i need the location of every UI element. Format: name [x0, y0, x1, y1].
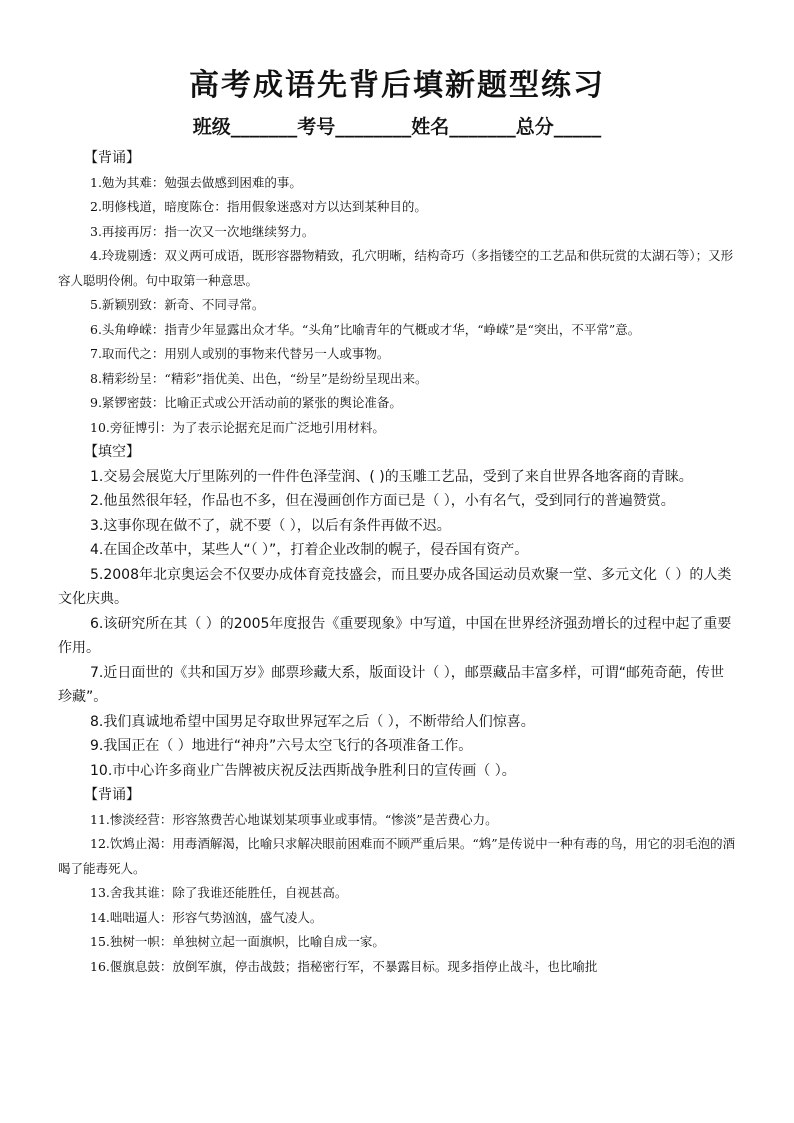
fill-question: 3.这事你现在做不了，就不要（ ），以后有条件再做不迟。 [90, 517, 451, 534]
idiom-item: 15.独树一帜：单独树立起一面旗帜，比喻自成一家。 [90, 934, 385, 949]
recite-section-2 [58, 783, 736, 979]
fill-question: 6.该研究所在其（ ）的2005年度报告《重要现象》中写道，中国在世界经济强劲增长的过程中起了重要作用。 [58, 615, 732, 656]
idiom-item: 14.咄咄逼人：形容气势汹汹，盛气凌人。 [90, 909, 323, 925]
fill-question: 4.在国企改革中，某些人“（ ）”，打着企业改制的幌子，侵吞国有资产。 [90, 542, 529, 558]
idiom-item: 7.取而代之：用别人或别的事物来代替另一人或事物。 [90, 346, 390, 361]
idiom-item: 2.明修栈道，暗度陈仓：指用假象迷惑对方以达到某种目的。 [90, 199, 427, 214]
idiom-item: 1.勉为其难：勉强去做感到困难的事。 [90, 174, 302, 190]
idiom-item: 12.饮鸩止渴：用毒酒解渴，比喻只求解决眼前困难而不顾严重后果。“鸩”是传说中一种有毒的鸟，用它的羽毛泡的酒喝了能毒死人。 [58, 836, 736, 876]
fill-question: 5.2008年北京奥运会不仅要办成体育竞技盛会，而且要办成各国运动员欢聚一堂、多元文化（ ）的人类文化庆典。 [58, 566, 732, 607]
recite-section-1 [58, 146, 736, 440]
fill-question: 10.市中心许多商业广告牌被庆祝反法西斯战争胜利日的宣传画（ ）。 [90, 762, 516, 779]
section-heading: 【填空】 [84, 444, 140, 460]
idiom-item: 3.再接再厉：指一次又一次地继续努力。 [90, 223, 315, 239]
page-title: 高考成语先背后填新题型练习 [189, 68, 605, 103]
idiom-item: 8.精彩纷呈：“精彩”指优美、出色，“纷呈”是纷纷呈现出来。 [90, 370, 428, 386]
idiom-item: 11.惨淡经营：形容煞费苦心地谋划某项事业或事情。“惨淡”是苦费心力。 [90, 811, 498, 827]
fill-question: 7.近日面世的《共和国万岁》邮票珍藏大系，版面设计（ ），邮票藏品丰富多样，可谓“邮苑奇葩，传世珍藏”。 [58, 664, 725, 705]
worksheet-content [58, 146, 736, 979]
fill-question: 1.交易会展览大厅里陈列的一件件色泽莹润、( )的玉雕工艺品，受到了来自世界各地客商的青睐。 [90, 468, 693, 485]
fill-question: 9.我国正在（ ）地进行“神舟”六号太空飞行的各项准备工作。 [90, 738, 473, 754]
fill-question: 8.我们真诚地希望中国男足夺取世界冠军之后（ ），不断带给人们惊喜。 [90, 713, 535, 730]
idiom-item: 16.偃旗息鼓：放倒军旗，停击战鼓；指秘密行军，不暴露目标。现多指停止战斗，也比喻批 [90, 958, 598, 974]
student-info-line: 班级_______考号________姓名_______总分_____ [192, 116, 602, 138]
idiom-item: 5.新颖别致：新奇、不同寻常。 [90, 297, 265, 312]
idiom-item: 10.旁征博引：为了表示论据充足而广泛地引用材料。 [90, 419, 385, 435]
idiom-item: 4.玲珑剔透：双义两可成语，既形容器物精致，孔穴明晰，结构奇巧（多指镂空的工艺品和供玩赏的太湖石等）；又形容人聪明伶俐。句中取第一种意思。 [58, 248, 734, 288]
idiom-item: 13.舍我其谁：除了我谁还能胜任，自视甚高。 [90, 885, 348, 900]
section-heading: 【背诵】 [84, 150, 140, 166]
idiom-item: 9.紧锣密鼓：比喻正式或公开活动前的紧张的舆论准备。 [90, 395, 402, 410]
fill-question: 2.他虽然很年轻，作品也不多，但在漫画创作方面已是（ ），小有名气，受到同行的普遍赞赏。 [90, 493, 675, 509]
section-heading: 【背诵】 [84, 787, 140, 803]
idiom-item: 6.头角峥嵘：指青少年显露出众才华。“头角”比喻青年的气概或才华，“峥嵘”是“突出，不平常”意。 [90, 321, 641, 337]
fill-blank-section [58, 440, 736, 783]
